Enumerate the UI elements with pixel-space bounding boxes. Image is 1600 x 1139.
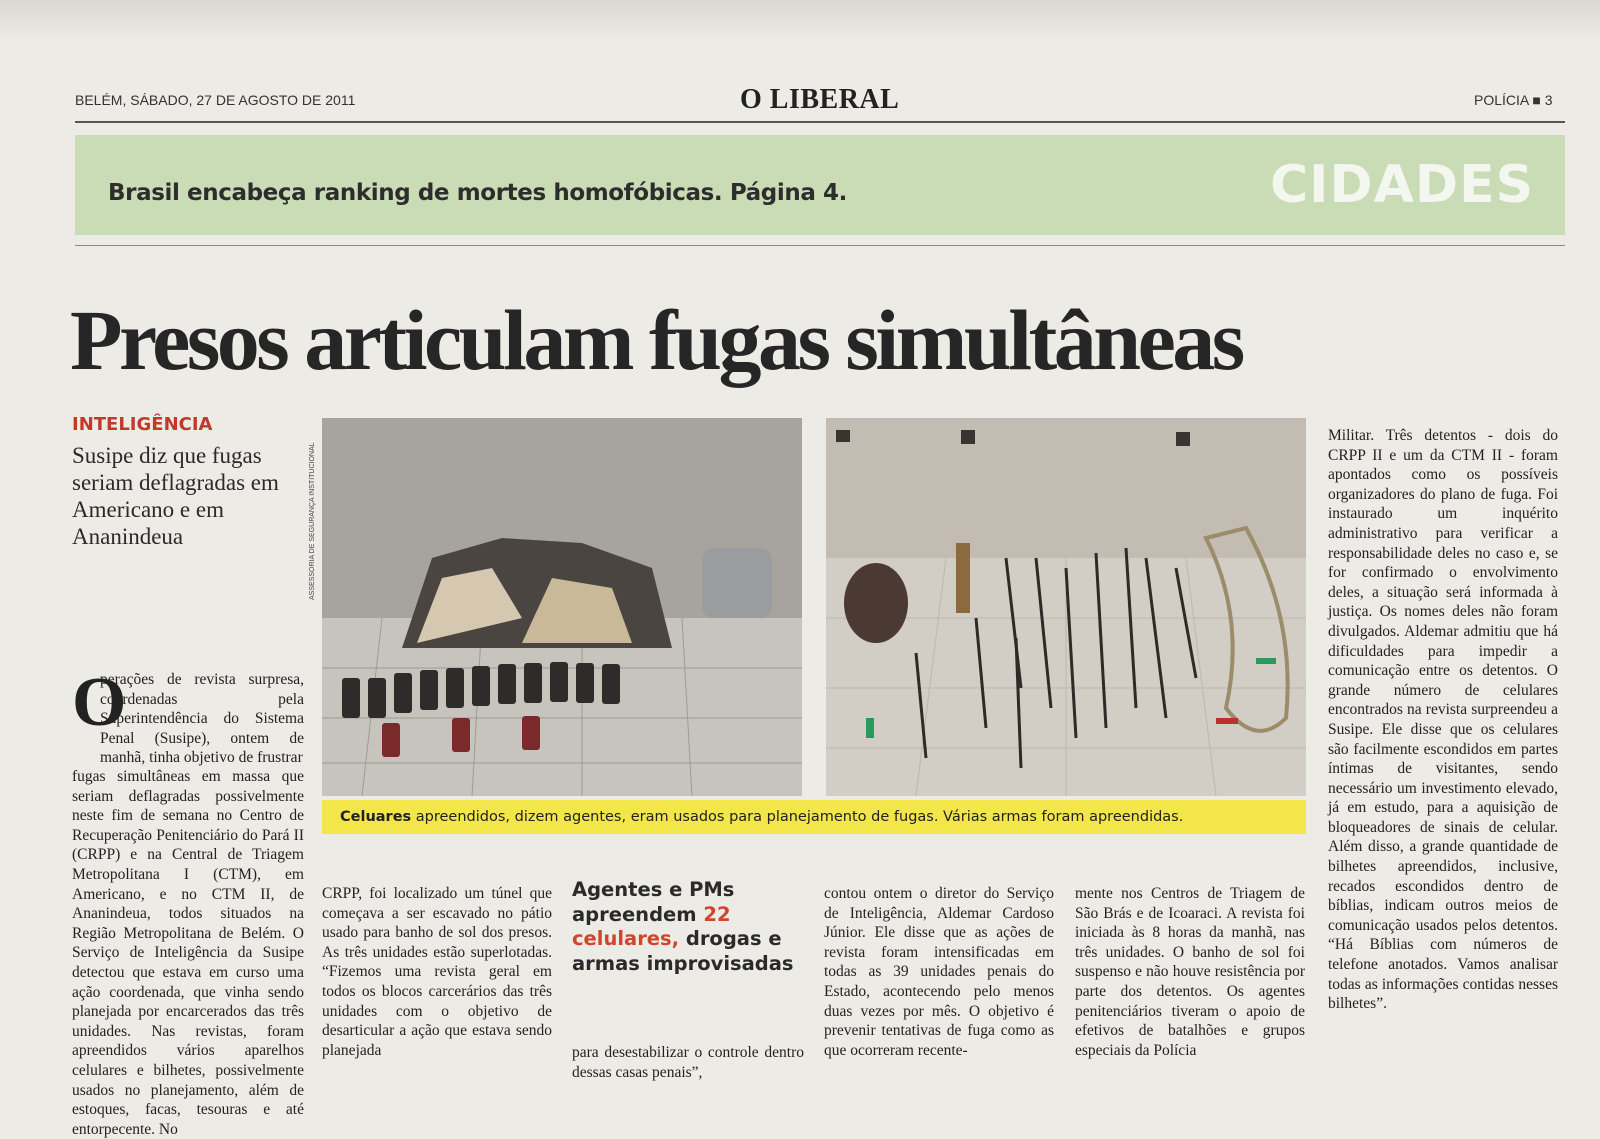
masthead: O LIBERAL: [740, 84, 900, 115]
column-3: para desestabilizar o controle dentro dessas casas penais”,: [572, 1044, 804, 1081]
subhead-line-3: drogas e armas improvisadas: [572, 927, 794, 975]
subhead-highlight: 22 celulares,: [572, 902, 731, 950]
column-1: fugas simultâneas em massa que seriam deflagradas possivelmente neste fim de semana no Centro de Recuperação Penitenciário do Pará II (CRPP) e na Central de Triagem Metropolitana I (CTM), em Americano, e no CTM II, de Ananindeua, todos situados na Região Metropolitana de Belém. O Serviço de Inteligência da Susipe detectou que estava em curso uma ação coordenada, que vinha sendo planejada por encarcerados das três unidades. Nas revistas, foram apreendidos vários aparelhos celulares e bilhetes, possivelmente usados no planejamento, além de estoques, facas, tesouras e até entorpecente. No: [72, 768, 304, 1138]
photo-cellphones: [322, 418, 802, 796]
banner-teaser: Brasil encabeça ranking de mortes homofóbicas. Página 4.: [108, 180, 847, 206]
subhead: [572, 878, 804, 976]
dateline: BELÉM, SÁBADO, 27 DE AGOSTO DE 2011: [75, 92, 356, 108]
caption-lead: Celuares: [340, 809, 412, 825]
photo-caption: [322, 800, 1306, 834]
header-rule: [75, 121, 1565, 123]
column-6: Militar. Três detentos - dois do CRPP II e um da CTM II - foram apontados como os possíveis organizadores do plano de fuga. Foi instaurado um inquérito administrativo para verificar a responsabilidade deles no caso e, se for confirmado o envolvimento deles, a situação será informada à justiça. Os nomes deles não foram divulgados. Aldemar admitiu que há dificuldades para impedir a comunicação entre os detentos. O grande número de celulares encontrados na revista surpreendeu a Susipe. Ele disse que os celulares são facilmente escondidos em partes íntimas de visitantes, sendo necessário um investimento elevado, já em estudo, para a aquisição de bloqueadores de sinais de celular. Além disso, a grande quantidade de bilhetes apreendidos, inclusive, recados escondidos dentro de bíblias, indicam outros meios de comunicação usados pelos detentos. “Há Bíblias com números de telefone anotados. Vamos analisar todas as informações contidas nesses bilhetes”.: [1328, 427, 1558, 1013]
section-page: POLÍCIA ■ 3: [1474, 92, 1553, 108]
dropcap: O: [72, 664, 127, 741]
subhead-line-1: Agentes e PMs apreendem: [572, 878, 735, 926]
deck: Susipe diz que fugas seriam deflagradas em Americano e em Ananindeua: [72, 443, 279, 549]
photo-weapons: [826, 418, 1306, 796]
column-2: CRPP, foi localizado um túnel que começava a ser escavado no pátio usado para banho de sol dos presos. As três unidades estão superlotadas. “Fizemos uma revista geral em todos os blocos carcerários das três unidades com o objetivo de desarticular a ação que estava sendo planejada: [322, 885, 552, 1059]
banner-section-title: CIDADES: [1270, 155, 1535, 215]
column-5: mente nos Centros de Triagem de São Brás e de Icoaraci. A revista foi iniciada às 8 horas da manhã, nas três unidades. O banho de sol foi suspenso e não houve resistência por parte dos detentos. Os agentes penitenciários tiveram o apoio de efetivos de batalhões e grupos especiais da Polícia: [1075, 885, 1305, 1059]
caption-text: apreendidos, dizem agentes, eram usados para planejamento de fugas. Várias armas foram apreendidas.: [411, 809, 1184, 825]
banner-rule: [75, 245, 1565, 246]
column-1-lead: perações de revista surpresa, coordenadas pela Superintendência do Sistema Penal (Susipe), ontem de manhã, tinha objetivo de frustrar: [100, 671, 304, 767]
kicker: INTELIGÊNCIA: [72, 414, 213, 435]
photo-credit: ASSESSORIA DE SEGURANÇA INSTITUCIONAL: [309, 442, 316, 600]
page-top-edge: [0, 0, 1600, 40]
headline: Presos articulam fugas simultâneas: [70, 292, 1242, 388]
column-4: contou ontem o diretor do Serviço de Inteligência, Aldemar Cardoso Júnior. Ele disse que as ações de revista foram intensificadas em todas as 39 unidades penais do Estado, acontecendo pelo menos duas vezes por mês. O objetivo é prevenir tentativas de fuga como as que ocorreram recente-: [824, 885, 1054, 1059]
